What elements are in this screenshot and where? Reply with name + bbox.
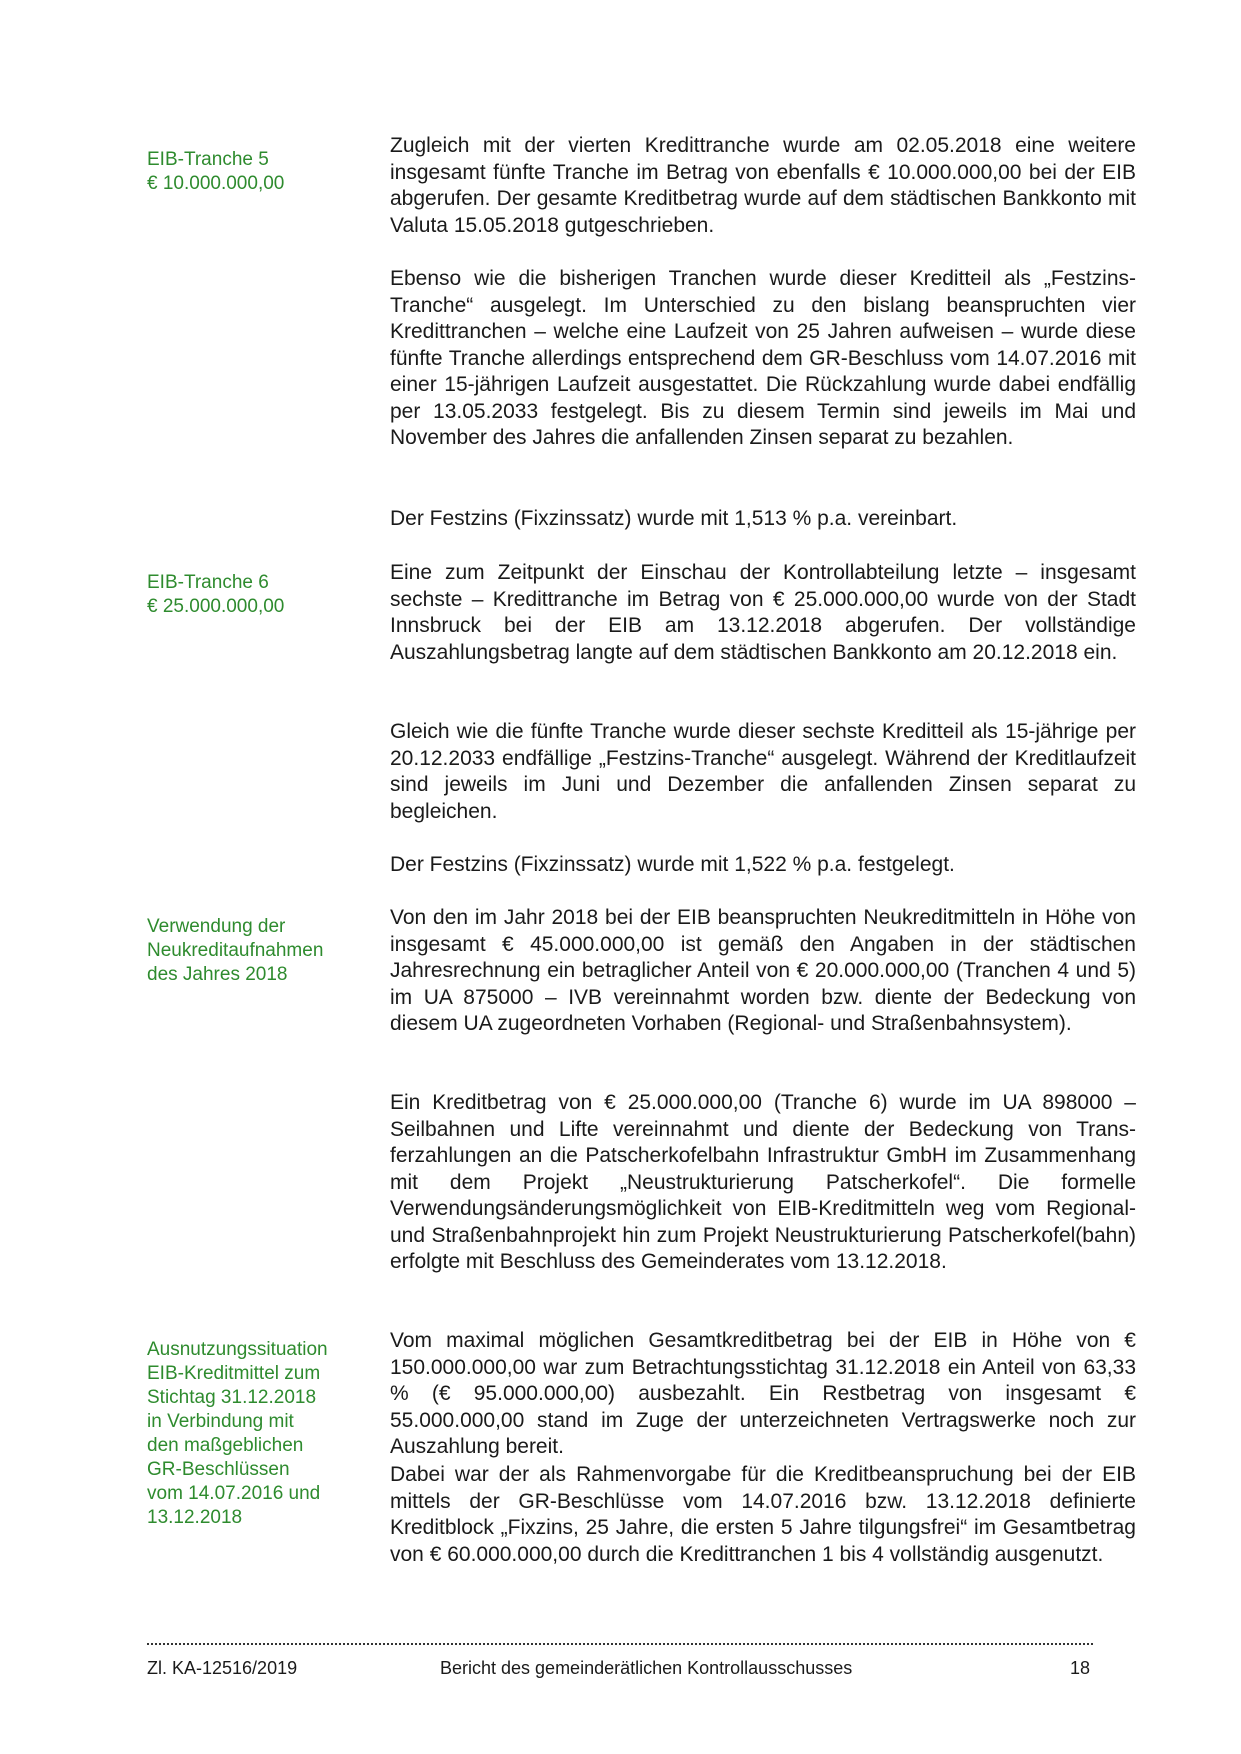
paragraph-ausnutzung-stand: Vom maximal möglichen Gesamtkreditbetrag bei der EIB in Höhe von € 150.000.000,00 war zum Betrachtungsstichtag 31.12.2018 ein Anteil von 63,33 % (€ 95.000.000,00) ausbezahlt. Ein Restbetrag von insgesamt € 55.000.000,00 stand im Zuge der unterzeichneten Vertragswerke noch zur Auszahlung bereit. bbox=[390, 1329, 1136, 1458]
margin-note-line: Verwendung der bbox=[147, 916, 286, 937]
paragraph-tranche-5-terms: Ebenso wie die bisherigen Tranchen wurde dieser Kreditteil als „Festzins-Tranche“ ausgelegt. Im Unterschied zu den bislang beanspruchten vier Kredittranchen – welche eine Laufzeit von 25 Jahren aufweisen – wurde diese fünfte Tranche allerdings entsprechend dem GR-Beschluss vom 14.07.2016 mit einer 15-jährigen Laufzeit ausgestattet. Die Rückzahlung wurde dabei endfällig per 13.05.2033 festgelegt. Bis zu diesem Termin sind jeweils im Mai und November des Jahres die anfallenden Zinsen separat zu bezahlen. bbox=[390, 267, 1136, 449]
paragraph-ausnutzung-kreditblock: Dabei war der als Rahmenvorgabe für die Kreditbeanspruchung bei der EIB mittels der GR-Beschlüsse vom 14.07.2016 bzw. 13.12.2018 definierte Kreditblock „Fixzins, 25 Jahre, die ersten 5 Jahre tilgungsfrei“ im Gesamtbetrag von € 60.000.000,00 durch die Kredittranchen 1 bis 4 vollständig ausgenutzt. bbox=[390, 1463, 1136, 1566]
margin-note-line: Stichtag 31.12.2018 bbox=[147, 1387, 317, 1408]
margin-note-tranche-6 bbox=[147, 571, 347, 619]
margin-note-line: EIB-Kreditmittel zum bbox=[147, 1363, 321, 1384]
margin-note-tranche-5 bbox=[147, 148, 347, 196]
page-number: 18 bbox=[1070, 1658, 1091, 1678]
margin-note-verwendung bbox=[147, 915, 347, 987]
margin-note-line: 13.12.2018 bbox=[147, 1507, 243, 1528]
margin-note-line: EIB-Tranche 5 bbox=[147, 149, 269, 170]
paragraph-verwendung-tranche-4-5: Von den im Jahr 2018 bei der EIB beanspruchten Neukreditmitteln in Höhe von insgesamt € 45.000.000,00 ist gemäß den Angaben in der städtischen Jahresrechnung ein betraglicher Anteil von € 20.000.000,00 (Tranchen 4 und 5) im UA 875000 – IVB vereinnahmt worden bzw. diente der Bedeckung von diesem UA zugeordneten Vorhaben (Regional- und Straßenbahnsystem). bbox=[390, 906, 1136, 1035]
margin-note-line: Ausnutzungssituation bbox=[147, 1339, 328, 1360]
footer-divider bbox=[147, 1643, 1093, 1645]
margin-note-ausnutzung bbox=[147, 1338, 347, 1530]
margin-note-line: GR-Beschlüssen bbox=[147, 1459, 290, 1480]
margin-note-line: in Verbindung mit bbox=[147, 1411, 294, 1432]
margin-note-line: den maßgeblichen bbox=[147, 1435, 304, 1456]
margin-note-line: Neukreditaufnahmen bbox=[147, 940, 324, 961]
paragraph-tranche-6-rate: Der Festzins (Fixzinssatz) wurde mit 1,522 % p.a. festgelegt. bbox=[390, 853, 955, 876]
paragraph-tranche-5-call: Zugleich mit der vierten Kredittranche wurde am 02.05.2018 eine weitere insgesamt fünfte Tranche im Betrag von ebenfalls € 10.000.000,00 bei der EIB abgerufen. Der gesamte Kreditbetrag wurde auf dem städtischen Bankkonto mit Valuta 15.05.2018 gutgeschrieben. bbox=[390, 134, 1136, 237]
margin-note-line: vom 14.07.2016 und bbox=[147, 1483, 321, 1504]
paragraph-verwendung-tranche-6: Ein Kreditbetrag von € 25.000.000,00 (Tranche 6) wurde im UA 898000 – Seilbahnen und Lifte vereinnahmt und diente der Bedeckung von Transferzahlungen an die Patscherkofelbahn Infrastruktur GmbH im Zusammenhang mit dem Projekt „Neustrukturierung Patscherkofel“. Die formelle Verwendungsänderungsmöglichkeit von EIB-Kreditmitteln weg vom Regional- und Straßenbahnprojekt hin zum Projekt Neustrukturierung Patscherkofel(bahn) erfolgte mit Beschluss des Gemeinderates vom 13.12.2018. bbox=[390, 1091, 1136, 1273]
margin-note-line: € 25.000.000,00 bbox=[147, 596, 285, 617]
paragraph-tranche-6-call: Eine zum Zeitpunkt der Einschau der Kontrollabteilung letzte – insgesamt sechste – Kredittranche im Betrag von € 25.000.000,00 wurde von der Stadt Innsbruck bei der EIB am 13.12.2018 abgerufen. Der vollständige Auszahlungsbetrag langte auf dem städtischen Bankkonto am 20.12.2018 ein. bbox=[390, 561, 1136, 664]
footer-title: Bericht des gemeinderätlichen Kontrollausschusses bbox=[440, 1658, 853, 1678]
footer-reference: Zl. KA-12516/2019 bbox=[147, 1658, 298, 1678]
margin-note-line: € 10.000.000,00 bbox=[147, 173, 285, 194]
margin-note-line: EIB-Tranche 6 bbox=[147, 572, 269, 593]
paragraph-tranche-6-terms: Gleich wie die fünfte Tranche wurde dieser sechste Kreditteil als 15-jährige per 20.12.2033 endfällige „Festzins-Tranche“ ausgelegt. Während der Kreditlaufzeit sind jeweils im Juni und Dezember die anfallenden Zinsen separat zu begleichen. bbox=[390, 720, 1136, 823]
paragraph-tranche-5-rate: Der Festzins (Fixzinssatz) wurde mit 1,513 % p.a. vereinbart. bbox=[390, 507, 958, 530]
margin-note-line: des Jahres 2018 bbox=[147, 964, 288, 985]
